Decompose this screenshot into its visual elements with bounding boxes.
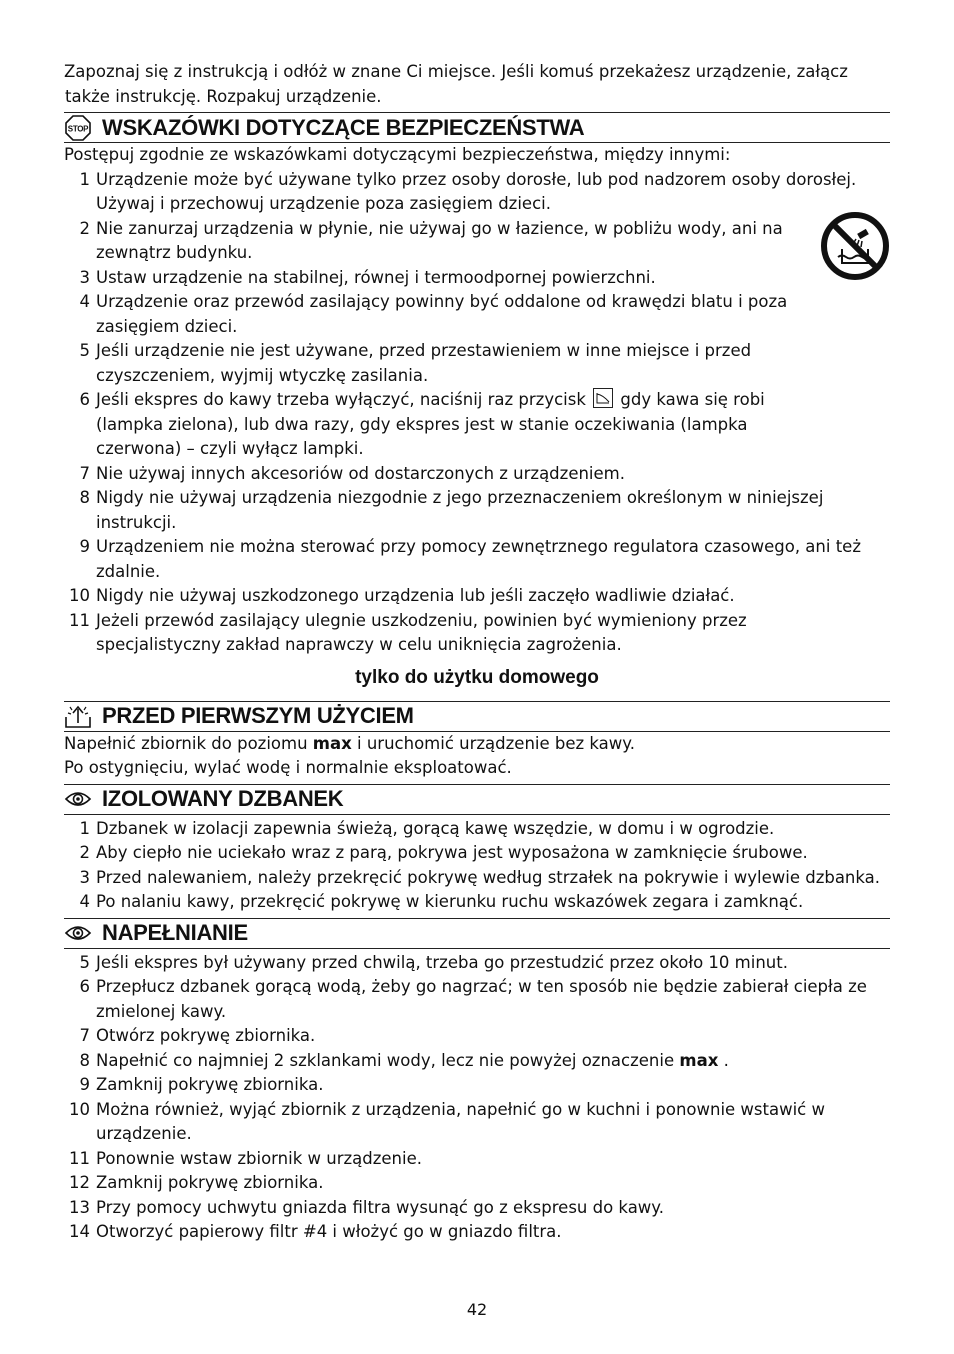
- list-item: 11 Ponownie wstaw zbiornik w urządzenie.: [69, 1148, 422, 1168]
- list-item: 7 Nie używaj innych akcesoriów od dostarczonych z urządzeniem.: [79, 463, 625, 483]
- list-item: 1 Urządzenie może być używane tylko przez osoby dorosłe, lub pod nadzorem osoby dorosłej. Używaj i przechowuj urządzenie poza zasięgiem dzieci.: [79, 169, 857, 213]
- manual-page: [64, 60, 890, 1245]
- list-item: 5 Jeśli ekspres był używany przed chwilą, trzeba go przestudzić przez około 10 minut.: [79, 952, 788, 972]
- list-item: 2 Nie zanurzaj urządzenia w płynie, nie używaj go w łazience, w pobliżu wody, ani na zewnątrz budynku.: [79, 218, 783, 262]
- list-item: 4 Urządzenie oraz przewód zasilający powinny być oddalone od krawędzi blatu i poza zasięgiem dzieci.: [79, 292, 788, 336]
- eye-icon: [64, 786, 92, 812]
- list-item: 9 Urządzeniem nie można sterować przy pomocy zewnętrznego regulatora czasowego, ani też zdalnie.: [79, 537, 861, 581]
- eye-icon: [64, 920, 92, 946]
- max-keyword: max: [312, 733, 352, 753]
- list-item: 12 Zamknij pokrywę zbiornika.: [69, 1173, 324, 1192]
- list-item: 10 Można również, wyjąć zbiornik z urządzenia, napełnić go w kuchni i ponownie wstawić w urządzenie.: [69, 1099, 825, 1143]
- safety-list: [64, 168, 890, 658]
- list-item: 13 Przy pomocy uchwytu gniazda filtra wysunąć go z ekspresu do kawy.: [69, 1197, 664, 1217]
- first-use-line-2: Po ostygnięciu, wylać wodę i normalnie eksploatować.: [64, 758, 512, 777]
- no-water-immersion-icon: [820, 211, 890, 281]
- first-use-icon: [64, 703, 92, 729]
- list-item: 7 Otwórz pokrywę zbiornika.: [79, 1026, 316, 1045]
- list-item: 5 Jeśli urządzenie nie jest używane, przed przestawieniem w inne miejsce i przed czyszczeniem, wyjmij wtyczkę zasilania.: [79, 341, 752, 385]
- intro-line-1: Zapoznaj się z instrukcją i odłóż w znane Ci miejsce. Jeśli komuś przekażesz urządzenie, załącz: [64, 62, 848, 81]
- stop-icon: [64, 115, 92, 141]
- first-use-heading: [64, 701, 890, 732]
- jug-heading: [64, 784, 890, 815]
- jug-list: [64, 817, 890, 915]
- safety-lead: Postępuj zgodnie ze wskazówkami dotyczącymi bezpieczeństwa, między innymi:: [64, 145, 731, 164]
- svg-text:STOP: STOP: [67, 124, 89, 133]
- list-item: 8 Napełnić co najmniej 2 szklankami wody, lecz nie powyżej oznaczenie max .: [79, 1050, 729, 1070]
- jug-title: IZOLOWANY DZBANEK: [102, 786, 344, 811]
- list-item: 6 Jeśli ekspres do kawy trzeba wyłączyć, naciśnij raz przycisk gdy kawa się robi (lampka zielona), lub dwa razy, gdy ekspres jest w stanie oczekiwania (lampka czerwona) – czyli wyłącz lampki.: [79, 390, 765, 458]
- domestic-use-note: tylko do użytku domowego: [355, 666, 599, 688]
- filling-heading: [64, 918, 890, 949]
- list-item: 2 Aby ciepło nie uciekało wraz z parą, pokrywa jest wyposażona w zamknięcie śrubowe.: [79, 843, 808, 862]
- list-item: 6 Przepłucz dzbanek gorącą wodą, żeby go nagrzać; w ten sposób nie będzie zabierał ciepła ze zmielonej kawy.: [79, 977, 867, 1021]
- first-use-title: PRZED PIERWSZYM UŻYCIEM: [102, 703, 414, 728]
- filling-title: NAPEŁNIANIE: [102, 920, 248, 945]
- list-item: 1 Dzbanek w izolacji zapewnia świeżą, gorącą kawę wszędzie, w domu i w ogrodzie.: [79, 818, 775, 838]
- intro-text: [64, 60, 890, 109]
- list-item: 8 Nigdy nie używaj urządzenia niezgodnie z jego przeznaczeniem określonym w niniejszej instrukcji.: [79, 488, 824, 532]
- intro-line-2: także instrukcję. Rozpakuj urządzenie.: [65, 86, 382, 106]
- max-keyword: max: [679, 1050, 719, 1070]
- page-number: 42: [466, 1300, 488, 1319]
- filling-list: [64, 951, 890, 1245]
- list-item: 4 Po nalaniu kawy, przekręcić pokrywę w kierunku ruchu wskazówek zegara i zamknąć.: [79, 892, 804, 911]
- list-item: 11 Jeżeli przewód zasilający ulegnie uszkodzeniu, powinien być wymieniony przez specjalistyczny zakład naprawczy w celu uniknięcia zagrożenia.: [69, 610, 747, 654]
- list-item: 14 Otworzyć papierowy filtr #4 i włożyć go w gniazdo filtra.: [69, 1222, 562, 1241]
- list-item: 10 Nigdy nie używaj uszkodzonego urządzenia lub jeśli zaczęło wadliwie działać.: [69, 586, 735, 605]
- first-use-line-1: Napełnić zbiornik do poziomu max i uruchomić urządzenie bez kawy.: [64, 733, 635, 753]
- list-item: 9 Zamknij pokrywę zbiornika.: [79, 1075, 324, 1094]
- safety-heading: [64, 112, 890, 143]
- list-item: 3 Ustaw urządzenie na stabilnej, równej i termoodpornej powierzchni.: [79, 267, 656, 287]
- on-off-button-icon: [593, 388, 613, 408]
- list-item: 3 Przed nalewaniem, należy przekręcić pokrywę według strzałek na pokrywie i wylewie dzbanka.: [79, 867, 881, 887]
- safety-title: WSKAZÓWKI DOTYCZĄCE BEZPIECZEŃSTWA: [102, 114, 585, 140]
